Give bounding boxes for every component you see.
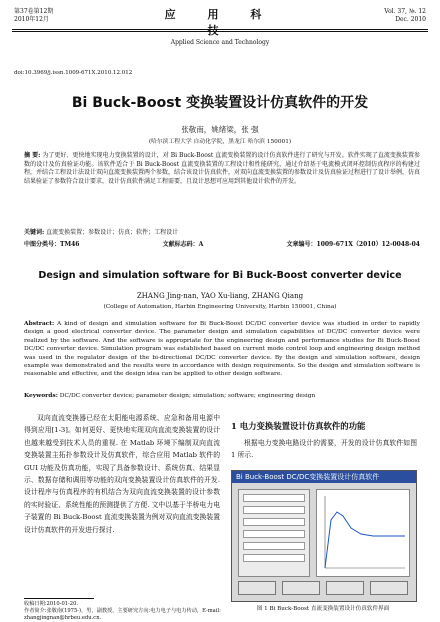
- running-header-left: [14, 8, 53, 24]
- param-field: [243, 506, 305, 514]
- keywords-en-text: DC/DC converter device; parameter design; simulation; software; engineering design: [59, 393, 316, 399]
- keywords-cn-label: 关键词:: [24, 229, 45, 236]
- section-1-heading: 1 电力变换装置设计仿真软件的功能: [231, 421, 366, 431]
- abstract-en-text: A kind of design and simulation software for Bi Buck-Boost DC/DC converter device was studied in order to rapidly design a good electrical converter device. The parameter design and simulation capabilities of DC/DC converter device were realized by the software. And the software is appropriate for the engineering design and performance studies for Bi Buck-Boost DC/DC converter device. Simulation program was established based on current mode control loop and engineering design method was used in the regulator design of the bi-directional DC/DC converter device. By the design and simulation software, design example was demonstrated and the results were in accordance with design requirements. So the design and simulation software is reasonable and effective, and the design idea can be applied to other design software.: [24, 321, 420, 378]
- author-bio: 作者简介:张敬南(1975-)，男，副教授，主要研究方向:电力电子与电力传动，E-mail: zhangjingnan@hrbeu.edu.cn.: [24, 608, 221, 621]
- title-cn: Bi Buck-Boost 变换装置设计仿真软件的开发: [71, 95, 369, 111]
- abstract-en-label: Abstract:: [24, 320, 55, 327]
- body-left-column: 双向直流变换器已经在太阳能电源系统、应急和备用电源中得到应用[1-3]。如何更好、更快地实现双向直流变换装置的设计也越来越受到技术人员的重视. 在 Matlab 环境下编制双向直流变换装置主拓扑参数设计及仿真软件，综合应用 Matlab 软件的 GUI 功能及仿真功能，实现了具备参数设计、系统仿真、结果显示、数据存储和调用等功能的双向变换装置设计仿真软件的开发. 设计程序与仿真程序的有机结合为双向直流变换装置的设计参数的实时验证、系统性能的预测提供了方便. 文中以基于半桥电力电子装置的 Bi Buck-Boost 直流变换装置为例对双向直流变换装置设计仿真软件的开发进行探讨.: [24, 414, 220, 534]
- journal-name-cn: 应 用 科 技: [164, 8, 276, 37]
- abstract-cn-text: 为了更好、更快地实现电力变换装置的设计，对 Bi Buck-Boost 直流变换装置的设计仿真软件进行了研究与开发。软件实现了直流变换装置参数的设计及仿真验证功能。该软件适合于 Bi Buck-Boost 直流变换装置的工程设计和性能研究，通过介绍基于电流模式闭环控制仿真程序的构建过程，并结合工程设计法设计双向直流变换装置两个参数，结合该设计仿真软件，对双向直流变换装置的参数设计及仿真验证过程进行了设计举例，仿真结果验证了参数符合设计要求，设计仿真软件满足工程需要，且设计思想可应用到其他设计软件的开发。: [24, 152, 421, 185]
- param-field: [243, 494, 305, 502]
- figure-1-window-title: Bi Buck-Boost DC/DC变换装置设计仿真软件: [232, 471, 416, 483]
- volume-en: Vol. 37, №. 12: [384, 8, 426, 15]
- classification-row: [24, 239, 420, 248]
- window-button: [326, 581, 364, 595]
- button-row: [238, 581, 408, 595]
- volume-cn: 第37卷第12期: [14, 8, 54, 15]
- figure-1-software-window: [231, 470, 417, 602]
- keywords-cn-text: 直流变换装置；参数设计；仿真；软件；工程设计: [46, 229, 179, 236]
- received-date: 收稿日期:2010-01-20.: [24, 601, 79, 607]
- param-field: [243, 518, 305, 526]
- document-code: 文献标志码：A: [162, 241, 204, 248]
- footnote-rule: [24, 598, 94, 599]
- abstract-cn-label: 摘 要:: [24, 152, 41, 159]
- affiliation-en: (College of Automation, Harbin Engineering University, Harbin 150001, China): [103, 304, 337, 310]
- clc-number: 中图分类号：TM46: [24, 241, 80, 248]
- param-field: [243, 542, 305, 550]
- waveform-plot: [316, 489, 410, 577]
- window-button: [370, 581, 408, 595]
- title-en: Design and simulation software for Bi Buck-Boost converter device: [38, 270, 402, 281]
- header-rule: [12, 29, 428, 30]
- running-header-center: [150, 6, 290, 46]
- journal-name-en: Applied Science and Technology: [170, 39, 270, 46]
- abstract-cn: [24, 152, 420, 186]
- affiliation-cn: (哈尔滨工程大学 自动化学院，黑龙江 哈尔滨 150001): [148, 139, 292, 145]
- keywords-cn: [24, 229, 420, 238]
- abstract-en: [24, 320, 420, 379]
- keywords-en-label: Keywords:: [24, 392, 58, 399]
- param-field: [243, 530, 305, 538]
- header-rule-2: [12, 31, 428, 32]
- param-field: [243, 554, 305, 562]
- running-header-right: [384, 8, 426, 24]
- doi: doi:10.3969/j.issn.1009-671X.2010.12.012: [14, 70, 133, 76]
- section-1-text: 根据电力变换电路设计的需要，开发的设计仿真软件如图 1 所示.: [231, 439, 417, 460]
- window-button: [238, 581, 276, 595]
- date-cn: 2010年12月: [14, 16, 49, 23]
- keywords-en: [24, 392, 420, 401]
- window-button: [282, 581, 320, 595]
- date-en: Dec. 2010: [395, 16, 426, 23]
- article-number: 文章编号：1009-671X（2010）12-0048-04: [286, 241, 420, 248]
- figure-1-caption: 图 1 Bi Buck-Boost 直流变换装置设计仿真软件界面: [256, 606, 390, 612]
- waveform-curve-graphic: [317, 490, 409, 576]
- parameter-panel: [238, 489, 310, 577]
- footnote: [24, 601, 234, 622]
- authors-en: ZHANG Jing-nan, YAO Xu-liang, ZHANG Qiang: [136, 292, 304, 300]
- authors-cn: 张敬南，姚绪梁，张 强: [181, 125, 259, 134]
